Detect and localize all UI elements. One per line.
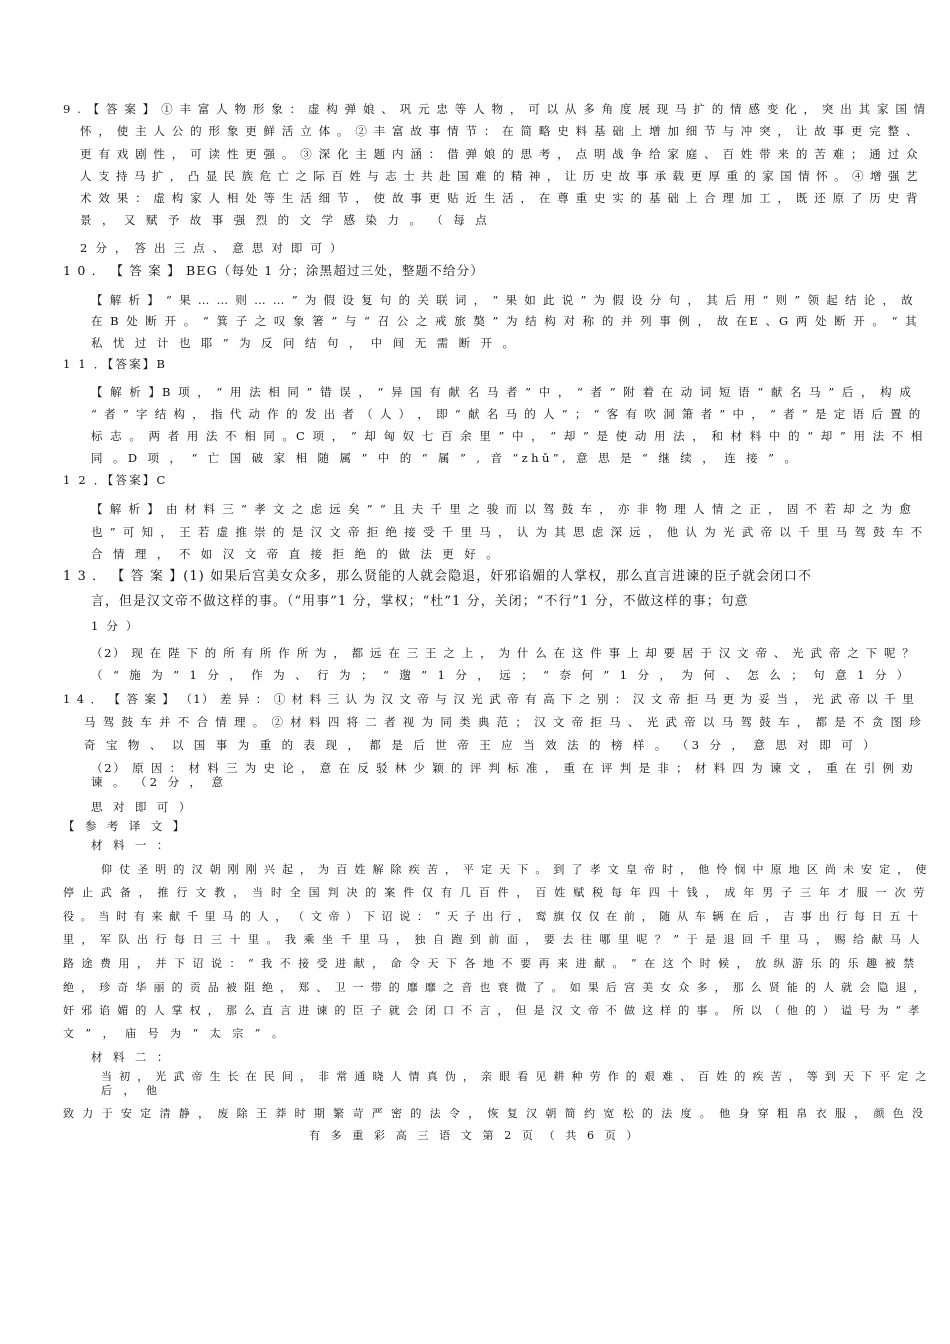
q14-answer-line: 谏 。 （2 分 ， 意 xyxy=(91,775,227,789)
q13-answer-line: 言，但是汉文帝不做这样的事。（“用事”1 分，掌权；“杜”1 分，关闭；“不行”1 分，不做这样的事；句意 xyxy=(91,594,749,609)
page-footer: 有 多 重 彩 高 三 语 文 第 2 页 （ 共 6 页 ） xyxy=(308,1129,642,1142)
q12-answer: 1 2 ．【答案】C xyxy=(63,473,168,487)
material-1-line: 文 ” ， 庙 号 为 “ 太 宗 ” 。 xyxy=(63,1027,287,1040)
material-1-line: 路 途 费 用 ， 并 下 诏 说 ： “ 我 不 接 受 进 献 ， 命 令 天 下 各 地 不 要 再 来 进 献 。 ” 在 这 个 时 候 ， 放 纵 游 乐 的 乐 趣 被 禁 xyxy=(63,957,917,970)
q9-line: 景 ， 又 赋 予 故 事 强 烈 的 文 学 感 染 力 。 （ 每 点 xyxy=(80,213,491,227)
q10-analysis-line: 在 B 处 断 开 。 “ 箕 子 之 叹 象 箸 ” 与 “ 召 公 之 戒 旅 獒 ” 为 结 构 对 称 的 并 列 事 例 ， 故 在E 、G 两 处 断 开 。 “ 其 xyxy=(91,314,919,328)
material-2-line: 当 初 ， 光 武 帝 生 长 在 民 间 ， 非 常 通 晓 人 情 真 伪 ， 亲 眼 看 见 耕 种 劳 作 的 艰 难 、 百 姓 的 疾 苦 ， 等 到 天 下 平 定 之 xyxy=(101,1070,929,1083)
q11-analysis-line: “ 者 ” 字 结 构 ， 指 代 动 作 的 发 出 者 （ 人 ） ， 即 “ 献 名 马 的 人 ” ； “ 客 有 吹 洞 箫 者 ” 中 ， “ 者 ” 是 定 语 后 置 的 xyxy=(91,407,923,421)
material-1-line: 役 。 当 时 有 来 献 千 里 马 的 人 ， （ 文 帝 ） 下 诏 说 ： “ 天 子 出 行 ， 鸾 旗 仅 仅 在 前 ， 随 从 车 辆 在 后 ， 吉 事 出 行 每 日 五 十 xyxy=(63,910,920,923)
material-1-line: 奸 邪 谄 媚 的 人 掌 权 ， 那 么 直 言 进 谏 的 臣 子 就 会 闭 口 不 言 ， 但 是 汉 文 帝 不 做 这 样 的 事 。 所 以 （ 他 的 ） 谥 号 为 “ 孝 xyxy=(63,1004,921,1017)
q9-line: 2 分 ， 答 出 三 点 、 意 思 对 即 可 ） xyxy=(80,241,344,255)
q12-analysis-line: 合 情 理 ， 不 如 汉 文 帝 直 接 拒 绝 的 做 法 更 好 。 xyxy=(91,547,502,561)
q12-analysis-line: 也 ” 可 知 ， 王 若 虚 推 崇 的 是 汉 文 帝 拒 绝 接 受 千 里 马 ， 认 为 其 思 虑 深 远 ， 他 认 为 光 武 帝 以 千 里 马 驾 鼓 车 不 xyxy=(91,525,924,539)
q11-analysis-line: 【 解 析 】B 项 ， “ 用 法 相 同 ” 错 误 ， “ 异 国 有 献 名 马 者 ” 中 ， “ 者 ” 附 着 在 动 词 短 语 “ 献 名 马 ” 后 ， 构 成 xyxy=(91,385,913,399)
q14-answer-line: 奇 宝 物 、 以 国 事 为 重 的 表 现 ， 都 是 后 世 帝 王 应 当 效 法 的 榜 样 。 （3 分 ， 意 思 对 即 可 ） xyxy=(84,738,879,752)
material-1-line: 绝 ， 珍 奇 华 丽 的 贡 品 被 阻 绝 ， 郑 、 卫 一 带 的 靡 靡 之 音 也 衰 微 了 。 如 果 后 宫 美 女 众 多 ， 那 么 贤 能 的 人 就 会 隐 退 ， xyxy=(63,981,927,994)
q11-analysis-line: 标 志 。 两 者 用 法 不 相 同 。C 项 ， “ 却 匈 奴 七 百 余 里 ” 中 ， “ 却 ” 是 使 动 用 法 ， 和 材 料 中 的 “ 却 ” 用 法 不 相 xyxy=(91,429,925,443)
q13-answer-line: 1 3 ． 【 答 案 】(1) 如果后宫美女众多，那么贤能的人就会隐退，奸邪谄媚的人掌权，那么直言进谏的臣子就会闭口不 xyxy=(63,569,813,584)
q14-answer-line: 马 驾 鼓 车 并 不 合 情 理 。 ② 材 料 四 将 二 者 视 为 同 类 典 范 ； 汉 文 帝 拒 马 、 光 武 帝 以 马 驾 鼓 车 ， 都 是 不 贪 图 珍 xyxy=(84,715,923,729)
q14-answer-line: 思 对 即 可 ） xyxy=(91,800,194,814)
translation-heading: 【 参 考 译 文 】 xyxy=(63,819,188,833)
q14-answer-line: 1 4 ． 【 答 案 】 （1） 差 异 ： ① 材 料 三 认 为 汉 文 帝 与 汉 光 武 帝 有 高 下 之 别 ： 汉 文 帝 拒 马 更 为 妥 当 ， 光 武 帝 以 千 里 xyxy=(63,692,916,706)
q14-answer-line: （2） 原 因 ： 材 料 三 为 史 论 ， 意 在 反 驳 林 少 颖 的 评 判 标 准 ， 重 在 评 判 是 非 ； 材 料 四 为 谏 文 ， 重 在 引 例 劝 xyxy=(91,761,915,775)
q13-answer-line: 1 分 ） xyxy=(91,619,140,633)
material-1-line: 里 ， 军 队 出 行 每 日 三 十 里 。 我 乘 坐 千 里 马 ， 独 自 跑 到 前 面 ， 要 去 往 哪 里 呢 ？ ” 于 是 退 回 千 里 马 ， 赐 给 献 马 人 xyxy=(63,933,922,946)
material-2-title: 材 料 二 ： xyxy=(91,1050,172,1064)
q9-line: 怀 ， 使 主 人 公 的 形 象 更 鲜 活 立 体 。 ② 丰 富 故 事 情 节 ： 在 简 略 史 料 基 础 上 增 加 细 节 与 冲 突 ， 让 故 事 更 完 整 、 xyxy=(80,124,920,138)
q11-answer: 1 1 ．【答案】B xyxy=(63,357,168,371)
material-1-line: 停 止 武 备 ， 推 行 文 教 ， 当 时 全 国 判 决 的 案 件 仅 有 几 百 件 ， 百 姓 赋 税 每 年 四 十 钱 ， 成 年 男 子 三 年 才 服 一 次 劳 xyxy=(63,886,927,899)
q10-answer: 1 0 ． 【 答 案 】 BEG（每处 1 分；涂黑超过三处，整题不给分） xyxy=(63,263,485,278)
material-1-title: 材 料 一 ： xyxy=(91,838,172,852)
q9-line: 人 支 持 马 扩 ， 凸 显 民 族 危 亡 之 际 百 姓 与 志 士 共 赴 国 难 的 精 神 ， 让 历 史 故 事 承 载 更 厚 重 的 家 国 情 怀 。 ④ 增 强 艺 xyxy=(80,169,919,183)
q9-line: 9 . 【 答 案 】 ① 丰 富 人 物 形 象 ： 虚 构 弹 娘 、 巩 元 忠 等 人 物 ， 可 以 从 多 角 度 展 现 马 扩 的 情 感 变 化 ， 突 出 其 家 国 情 xyxy=(63,102,927,116)
q10-analysis-line: 【 解 析 】 “ 果 … … 则 … … ” 为 假 设 复 句 的 关 联 词 ， “ 果 如 此 说 ” 为 假 设 分 句 ， 其 后 用 “ 则 ” 领 起 结 论 ， 故 xyxy=(91,293,915,307)
material-2-line: 致 力 于 安 定 清 静 ， 废 除 王 莽 时 期 繁 苛 严 密 的 法 令 ， 恢 复 汉 朝 简 约 宽 松 的 法 度 。 他 身 穿 粗 帛 衣 服 ， 颜 色 没 xyxy=(63,1107,926,1120)
q11-analysis-line: 同 。D 项 ， “ 亡 国 破 家 相 随 属 ” 中 的 “ 属 ” , 音 “zhǔ”, 意 思 是 “ 继 续 ， 连 接 ” 。 xyxy=(91,451,800,465)
q9-line: 术 效 果 ： 虚 构 家 人 相 处 等 生 活 细 节 ， 使 故 事 更 贴 近 生 活 ， 在 尊 重 史 实 的 基 础 上 合 理 加 工 ， 既 还 原 了 历 史 背 xyxy=(80,191,920,205)
q13-answer-line: （2） 现 在 陛 下 的 所 有 所 作 所 为 ， 都 远 在 三 王 之 上 ， 为 什 么 在 这 件 事 上 却 要 居 于 汉 文 帝 、 光 武 帝 之 下 呢 ？ xyxy=(91,646,916,660)
q10-analysis-line: 私 忧 过 计 也 耶 ” 为 反 问 结 句 ， 中 间 无 需 断 开 。 xyxy=(91,336,518,350)
material-1-line: 仰 仗 圣 明 的 汉 朝 刚 刚 兴 起 ， 为 百 姓 解 除 疾 苦 ， 平 定 天 下 。 到 了 孝 文 皇 帝 时 ， 他 怜 悯 中 原 地 区 尚 未 安 定 ， 使 xyxy=(101,863,929,876)
q13-answer-line: （ “ 施 为 ” 1 分 ， 作 为 、 行 为 ； “ 邈 ” 1 分 ， 远 ； “ 奈 何 ” 1 分 ， 为 何 、 怎 么 ； 句 意 1 分 ） xyxy=(91,668,912,682)
material-2-line: 后 ， 他 xyxy=(101,1084,161,1097)
q9-line: 更 有 戏 剧 性 ， 可 读 性 更 强 。 ③ 深 化 主 题 内 涵 ： 借 弹 娘 的 思 考 ， 点 明 战 争 给 家 庭 、 百 姓 带 来 的 苦 难 ； 通 过 众 xyxy=(80,147,920,161)
q12-analysis-line: 【 解 析 】 由 材 料 三 “ 孝 文 之 虑 远 矣 ” “ 且 夫 千 里 之 骏 而 以 驾 鼓 车 ， 亦 非 物 理 人 情 之 正 ， 固 不 若 却 之 为 愈 xyxy=(91,502,913,516)
